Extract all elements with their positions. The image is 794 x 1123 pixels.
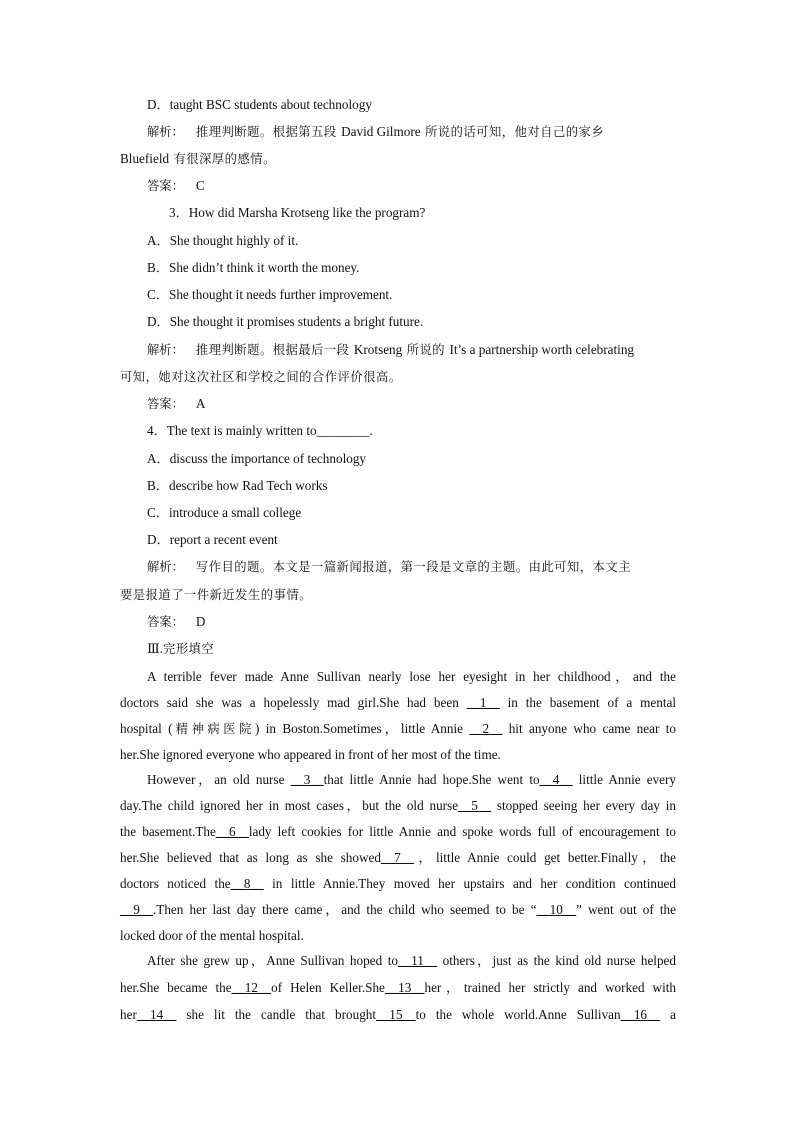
cloze-p2-line-7: locked door of the mental hospital. (120, 928, 304, 943)
cloze-p2-line-1: However，an old nurse __3__that little Annie had hope.She went to__4__ little Annie every (147, 772, 677, 787)
section-numeral: Ⅲ. (147, 641, 164, 656)
q2-option-d: D．taught BSC students about technology (147, 97, 372, 112)
cloze-blank-13: __13__ (384, 980, 425, 995)
cloze-p3-line-1: After she grew up，Anne Sullivan hoped to__11__ others，just as the kind old nurse helped (147, 953, 677, 968)
cloze-blank-4: __4__ (539, 772, 573, 787)
q3-option-a: A．She thought highly of it. (147, 233, 299, 248)
cloze-p2-line-4: her.She believed that as long as she showed__7__，little Annie could get better.Finally，the (120, 850, 676, 865)
cloze-blank-14: __14__ (136, 1007, 177, 1022)
cloze-blank-1: __1__ (466, 695, 500, 710)
cloze-blank-3: __3__ (290, 772, 324, 787)
analysis-label: 解析： (147, 125, 184, 139)
cloze-p2-line-2: day.The child ignored her in most cases，but the old nurse__5__ stopped seeing her every day in (120, 798, 676, 813)
q3-stem: 3．How did Marsha Krotseng like the program? (169, 205, 426, 220)
q3-analysis-line-2: 可知，她对这次社区和学校之间的合作评价很高。 (120, 370, 402, 384)
cloze-blank-16: __16__ (620, 1007, 661, 1022)
q4-blank: ________ (316, 423, 370, 438)
q3-option-b: B．She didn’t think it worth the money. (147, 260, 360, 275)
cloze-p1-line-4: her.She ignored everyone who appeared in front of her most of the time. (120, 747, 501, 762)
cloze-blank-12: __12__ (231, 980, 272, 995)
q4-answer: 答案： D (147, 614, 206, 629)
q3-answer: 答案： A (147, 396, 206, 411)
section-heading (147, 639, 676, 659)
q2-analysis-line-1: 解析： 推理判断题。根据第五段 David Gilmore 所说的话可知，他对自己的家乡 (147, 124, 605, 139)
q3-option-c: C．She thought it needs further improvement. (147, 287, 393, 302)
q4-option-b: B．describe how Rad Tech works (147, 478, 328, 493)
section-title: 完形填空 (163, 642, 215, 656)
cloze-blank-8: __8__ (230, 876, 264, 891)
cloze-blank-6: __6__ (215, 824, 249, 839)
cloze-blank-5: __5__ (458, 798, 492, 813)
q4-stem: 4．The text is mainly written to________. (147, 423, 373, 438)
cloze-blank-11: __11__ (397, 953, 438, 968)
q4-option-a: A．discuss the importance of technology (147, 451, 367, 466)
cloze-p1-line-1: A terrible fever made Anne Sullivan nearly lose her eyesight in her childhood，and the (147, 669, 676, 684)
cloze-blank-7: __7__ (380, 850, 414, 865)
cloze-p3-line-3: her__14__ she lit the candle that brought__15__to the whole world.Anne Sullivan__16__ a (120, 1007, 677, 1022)
cloze-p3-line-2: her.She became the__12__of Helen Keller.She__13__her，trained her strictly and worked with (120, 980, 676, 995)
cloze-p2-line-6: __9__.Then her last day there came，and the child who seemed to be “__10__” went out of the (120, 902, 677, 917)
cloze-p1-line-3: hospital (精神病医院) in Boston.Sometimes，little Annie __2__ hit anyone who came near to (120, 721, 677, 736)
answer-label: 答案： (147, 179, 184, 193)
q3-analysis-line-1: 解析： 推理判断题。根据最后一段 Krotseng 所说的 It’s a partnership worth celebrating (147, 342, 635, 357)
q4-option-d: D．report a recent event (147, 532, 278, 547)
q2-answer: 答案： C (147, 178, 205, 193)
q2-analysis-line-2: Bluefield 有很深厚的感情。 (120, 151, 276, 166)
cloze-p2-line-5: doctors noticed the__8__ in little Annie.They moved her upstairs and her condition continued (120, 876, 677, 891)
cloze-blank-10: __10__ (536, 902, 577, 917)
q4-analysis-line-1: 解析： 写作目的题。本文是一篇新闻报道，第一段是文章的主题。由此可知，本文主 (147, 560, 632, 574)
cloze-blank-9: __9__ (120, 902, 153, 917)
q3-option-d: D．She thought it promises students a bright future. (147, 314, 424, 329)
cloze-p2-line-3: the basement.The__6__lady left cookies for little Annie and spoke words full of encouragement to (120, 824, 676, 839)
q4-option-c: C．introduce a small college (147, 505, 302, 520)
cloze-blank-15: __15__ (376, 1007, 416, 1022)
q4-analysis-line-2: 要是报道了一件新近发生的事情。 (120, 588, 312, 602)
cloze-p1-line-2: doctors said she was a hopelessly mad girl.She had been __1__ in the basement of a mental (120, 695, 677, 710)
cloze-blank-2: __2__ (469, 721, 503, 736)
